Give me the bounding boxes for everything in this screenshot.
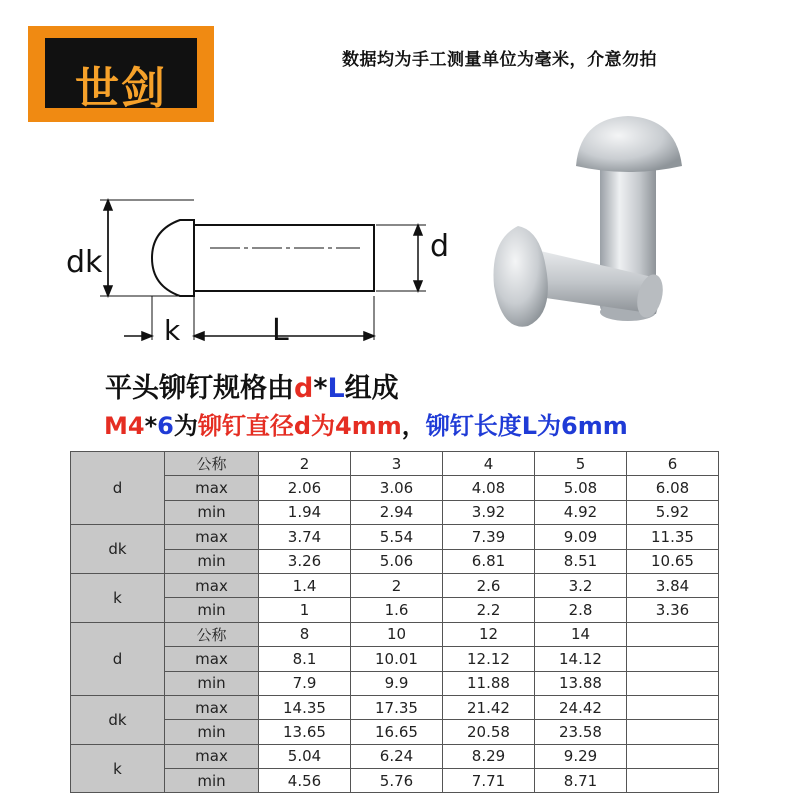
measurement-notice: 数据均为手工测量单位为毫米，介意勿拍 xyxy=(342,50,657,70)
nominal-value: 4 xyxy=(443,452,535,476)
max-value: 10.01 xyxy=(351,647,443,671)
param-cell: d xyxy=(71,622,165,695)
max-value: 5.54 xyxy=(351,525,443,549)
table-row xyxy=(71,500,719,524)
min-value: 3.92 xyxy=(443,500,535,524)
min-value: 11.88 xyxy=(443,671,535,695)
table-row xyxy=(71,695,719,719)
spec-example-star: * xyxy=(144,412,158,440)
param-cell: k xyxy=(71,744,165,793)
table-row xyxy=(71,720,719,744)
max-value: 4.08 xyxy=(443,476,535,500)
logo-text: 世剑 xyxy=(75,63,167,114)
table-row xyxy=(71,549,719,573)
param-cell: d xyxy=(71,452,165,525)
min-label: min xyxy=(165,720,259,744)
min-value: 2.8 xyxy=(535,598,627,622)
table-row xyxy=(71,476,719,500)
max-value: 5.04 xyxy=(259,744,351,768)
max-label: max xyxy=(165,695,259,719)
label-k: k xyxy=(164,314,181,347)
min-label: min xyxy=(165,549,259,573)
max-value: 6.08 xyxy=(627,476,719,500)
spec-heading-prefix: 平头铆钉规格由 xyxy=(105,373,294,404)
min-value: 7.9 xyxy=(259,671,351,695)
label-d: d xyxy=(430,229,450,264)
spec-example-diameter: 铆钉直径d为4mm xyxy=(197,412,402,440)
min-label: min xyxy=(165,598,259,622)
table-row xyxy=(71,573,719,597)
min-value: 1 xyxy=(259,598,351,622)
max-value: 2.06 xyxy=(259,476,351,500)
min-value xyxy=(627,671,719,695)
min-value: 7.71 xyxy=(443,769,535,793)
brand-logo xyxy=(28,26,214,122)
spec-heading-suffix: 组成 xyxy=(344,373,399,404)
min-value: 20.58 xyxy=(443,720,535,744)
nominal-value: 12 xyxy=(443,622,535,646)
table-row xyxy=(71,525,719,549)
max-value: 7.39 xyxy=(443,525,535,549)
nominal-value: 6 xyxy=(627,452,719,476)
table-row xyxy=(71,671,719,695)
min-value: 13.88 xyxy=(535,671,627,695)
min-value: 2.2 xyxy=(443,598,535,622)
min-value xyxy=(627,769,719,793)
nominal-label: 公称 xyxy=(165,622,259,646)
table-row xyxy=(71,769,719,793)
max-value xyxy=(627,695,719,719)
param-cell: dk xyxy=(71,525,165,574)
nominal-value: 2 xyxy=(259,452,351,476)
max-value: 5.08 xyxy=(535,476,627,500)
max-value: 3.84 xyxy=(627,573,719,597)
spec-example-length: 6 xyxy=(157,412,174,440)
min-value: 2.94 xyxy=(351,500,443,524)
max-value: 14.12 xyxy=(535,647,627,671)
nominal-value xyxy=(627,622,719,646)
min-value: 1.94 xyxy=(259,500,351,524)
table-row xyxy=(71,622,719,646)
standing-rivet-head xyxy=(576,116,682,172)
max-label: max xyxy=(165,744,259,768)
rivet-shank-outline xyxy=(194,225,374,291)
min-value: 3.36 xyxy=(627,598,719,622)
rivet-spec-table xyxy=(70,451,719,793)
min-value xyxy=(627,720,719,744)
nominal-value: 14 xyxy=(535,622,627,646)
table-row xyxy=(71,744,719,768)
nominal-label: 公称 xyxy=(165,452,259,476)
max-value: 12.12 xyxy=(443,647,535,671)
nominal-value: 8 xyxy=(259,622,351,646)
max-value: 8.1 xyxy=(259,647,351,671)
rivet-head-outline xyxy=(152,220,194,296)
max-value: 17.35 xyxy=(351,695,443,719)
label-L: L xyxy=(272,313,289,348)
max-value xyxy=(627,647,719,671)
nominal-value: 10 xyxy=(351,622,443,646)
nominal-value: 3 xyxy=(351,452,443,476)
label-dk: dk xyxy=(66,245,103,280)
max-value: 8.29 xyxy=(443,744,535,768)
max-label: max xyxy=(165,573,259,597)
max-value: 11.35 xyxy=(627,525,719,549)
rivet-product-photo xyxy=(488,100,688,340)
nominal-value: 5 xyxy=(535,452,627,476)
spec-example-comma: ， xyxy=(401,412,426,440)
spec-heading xyxy=(105,366,399,405)
max-value: 9.29 xyxy=(535,744,627,768)
spec-example-mid: 为 xyxy=(173,412,198,440)
min-value: 5.06 xyxy=(351,549,443,573)
max-value: 2.6 xyxy=(443,573,535,597)
min-label: min xyxy=(165,671,259,695)
min-value: 4.56 xyxy=(259,769,351,793)
max-value: 1.4 xyxy=(259,573,351,597)
max-value: 3.2 xyxy=(535,573,627,597)
spec-heading-star: * xyxy=(313,373,328,404)
spec-heading-L: L xyxy=(327,373,345,404)
max-value: 14.35 xyxy=(259,695,351,719)
max-value: 3.74 xyxy=(259,525,351,549)
min-label: min xyxy=(165,500,259,524)
table-row xyxy=(71,598,719,622)
spec-example-size: M4 xyxy=(104,412,145,440)
rivet-dimension-diagram xyxy=(60,180,480,350)
min-value: 9.9 xyxy=(351,671,443,695)
table-row xyxy=(71,452,719,476)
min-value: 8.71 xyxy=(535,769,627,793)
min-value: 3.26 xyxy=(259,549,351,573)
table-row xyxy=(71,647,719,671)
lying-rivet-head xyxy=(494,226,548,327)
spec-example-length-text: 铆钉长度L为6mm xyxy=(425,412,628,440)
min-value: 13.65 xyxy=(259,720,351,744)
param-cell: k xyxy=(71,573,165,622)
min-value: 23.58 xyxy=(535,720,627,744)
max-value: 21.42 xyxy=(443,695,535,719)
min-value: 6.81 xyxy=(443,549,535,573)
max-label: max xyxy=(165,525,259,549)
min-value: 4.92 xyxy=(535,500,627,524)
spec-heading-d: d xyxy=(294,373,314,404)
spec-example xyxy=(104,406,628,441)
max-label: max xyxy=(165,476,259,500)
max-value: 24.42 xyxy=(535,695,627,719)
min-value: 16.65 xyxy=(351,720,443,744)
param-cell: dk xyxy=(71,695,165,744)
max-value xyxy=(627,744,719,768)
min-label: min xyxy=(165,769,259,793)
max-value: 9.09 xyxy=(535,525,627,549)
min-value: 1.6 xyxy=(351,598,443,622)
max-label: max xyxy=(165,647,259,671)
logo-black-panel xyxy=(45,38,197,114)
max-value: 2 xyxy=(351,573,443,597)
max-value: 6.24 xyxy=(351,744,443,768)
min-value: 5.76 xyxy=(351,769,443,793)
max-value: 3.06 xyxy=(351,476,443,500)
min-value: 8.51 xyxy=(535,549,627,573)
min-value: 5.92 xyxy=(627,500,719,524)
min-value: 10.65 xyxy=(627,549,719,573)
